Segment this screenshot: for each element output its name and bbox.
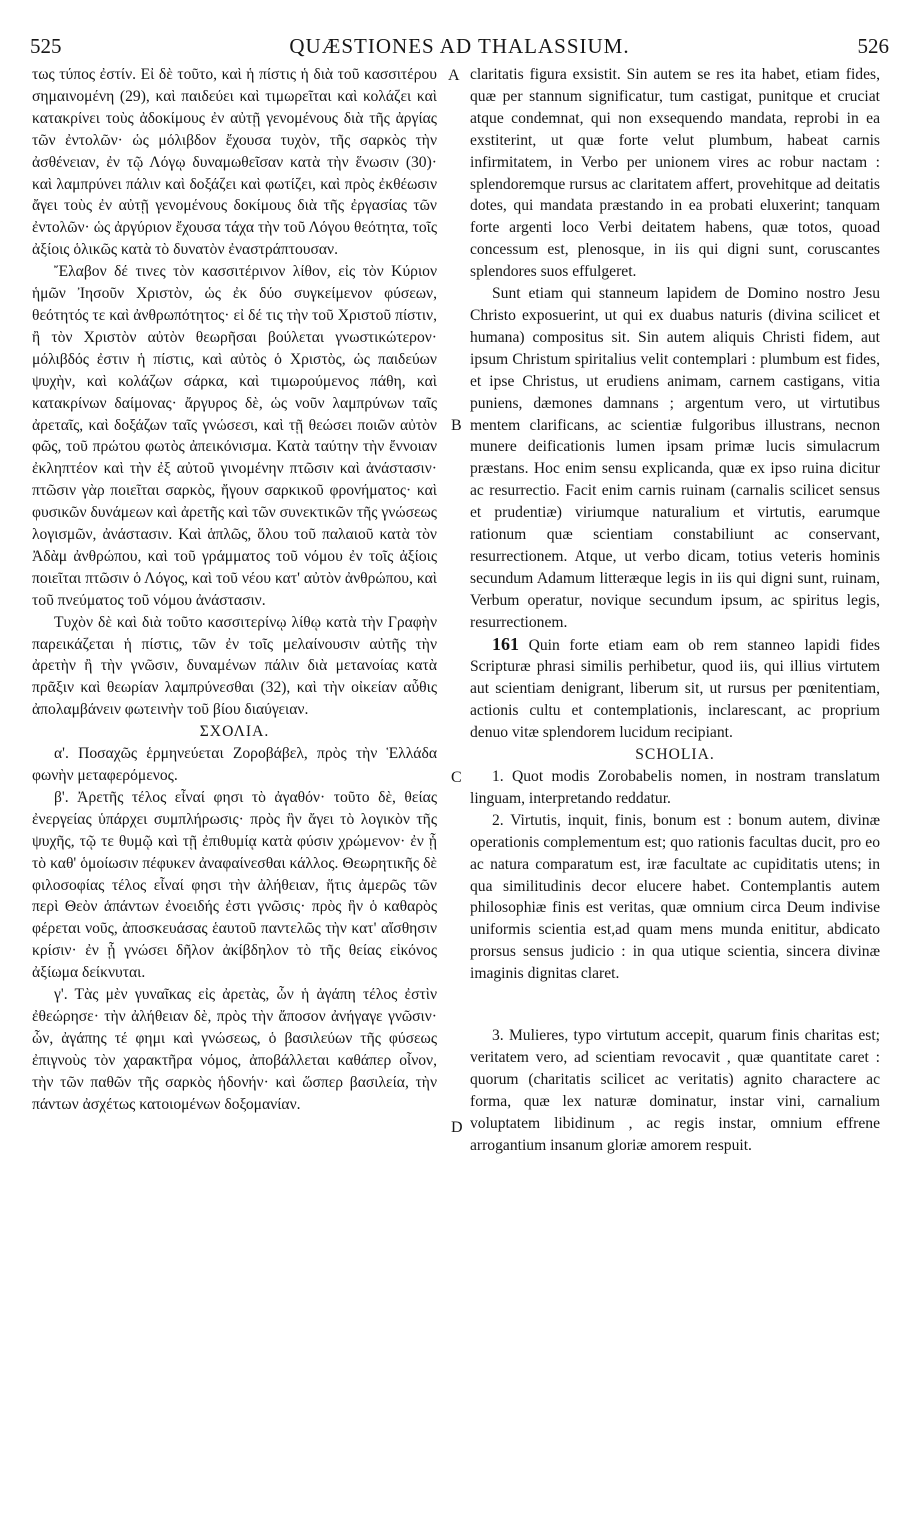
page-number-left: 525: [30, 34, 62, 58]
running-title: QUÆSTIONES AD THALASSIUM.: [289, 34, 630, 58]
latin-paragraph-3: [470, 634, 880, 745]
greek-column: [32, 64, 437, 1116]
greek-paragraph-2: Ἔλαβον δέ τινες τὸν κασσιτέρινον λίθον, εἰς τὸν Κύριον ἡμῶν Ἰησοῦν Χριστὸν, ὡς ἐκ δύο συγκείμενον φύσεων, θεότητός τε καὶ ἀνθρωπότητος· εἰ δέ τις τὴν τοῦ Χριστοῦ πίστιν, ἢ τὸν Χριστὸν αὐτὸν θεωρῆσαι βούλεται γνωστικώτερον· μόλιβδός ἐστιν ἡ πίστις, καὶ αὐτὸς ὁ Χριστὸς, ὡς παιδεύων ψυχὴν, καὶ κολάζων σάρκα, καὶ τιμωρούμενος πάθη, καὶ κατακρίνων δαίμονας· ἄργυρος δὲ, ὡς νοῦν λαμπρύνων ταῖς ἀρεταῖς, καὶ δοξάζων ταῖς γνώσεσι, καὶ τῇ θεώσει ποιῶν αὐτὸν φῶς, τοῦ πρώτου φωτὸς ἀπεικόνισμα. Κατὰ ταύτην τὴν ἔννοιαν ἐκληπτέον καὶ τὴν ἐξ αὐτοῦ γινομένην πτῶσιν καὶ ἀνάστασιν· πτῶσιν γὰρ ποιεῖται σαρκὸς, ἤγουν σαρκικοῦ φρονήματος· καὶ φυσικῶν δυνάμεων καὶ ἀρετῆς καὶ τῶν συνεκτικῶν τῆς γνώσεως λογισμῶν, ἀνάστασιν. Καὶ ἁπλῶς, ὅλου τοῦ παλαιοῦ κατὰ τὸν Ἀδὰμ ἀνθρώπου, καὶ τοῦ γράμματος τοῦ νόμου ἐν τοῖς ἀξίοις ποιεῖται πτῶσιν ὁ Λόγος, καὶ τοῦ νέου κατ' αὐτὸν ἀνθρώπου, καὶ τοῦ πνεύματος τοῦ νόμου ἀνάστασιν.: [32, 263, 437, 609]
column-number: 161: [492, 633, 519, 654]
margin-letter-b: B: [451, 417, 462, 434]
greek-paragraph-3: Τυχὸν δὲ καὶ διὰ τοῦτο κασσιτερίνῳ λίθῳ κατὰ τὴν Γραφὴν παρεικάζεται ἡ πίστις, τῶν ἐν τοῖς μελαίνουσιν αὐτῆς τὴν ἀρετὴν ἢ τὴν γνῶσιν, δυναμένων πάλιν διὰ μετανοίας κατὰ πρᾶξιν καὶ θεωρίαν λαμπρύνεσθαι (32), καὶ τὴν οἰκείαν αὖθις ἀπολαμβάνειν φωτεινὴν τοῦ βίου διαύγειαν.: [32, 613, 437, 719]
greek-scholion-3: γ'. Τὰς μὲν γυναῖκας εἰς ἀρετὰς, ὧν ἡ ἀγάπη τέλος ἐστὶν ἐθεώρησε· τὴν ἀλήθειαν δὲ, πρὸς τὴν ἄποσον ἀνήγαγε γνῶσιν· ὧν, ἀγάπης τέ φημι καὶ γνώσεως, ὁ βασιλεύων τῆς φύσεως ἐπιγνοὺς τὸν χαρακτῆρα νόμος, ἀποβάλλεται καθάπερ οἶνον, τὴν τῶν παθῶν τῆς σαρκὸς ἡδονήν· καὶ ὥσπερ βασιλεία, τὴν πάντων ἀσχέτως κατοιομένων δοξομανίαν.: [32, 986, 437, 1113]
latin-scholion-3: 3. Mulieres, typo virtutum accepit, quarum finis charitas est; veritatem vero, ad scientiam revocavit , quæ quantitate caret : quorum (charitatis scilicet ac veritatis) agnito charactere ac forma, quæ lex naturæ dominatur, instar vini, carnalium voluptatem libidinum , ac regis instar, omnium effrene arrogantium insanum gloriæ amorem respuit.: [470, 1027, 880, 1154]
latin-paragraph-3-text: Quin forte etiam eam ob rem stanneo lapidi fides Scripturæ phrasi similis perhibetur, quod iis, qui illius virtutem aut scientiam denigrant, liberum sit, ut rursus per pœnitentiam, actionis cultu et contemplationis, inclarescant, ac proprium denuo vitæ splendorem lucidum recipiant.: [470, 636, 880, 742]
margin-letter-c: C: [451, 769, 462, 786]
latin-paragraph-2: Sunt etiam qui stanneum lapidem de Domino nostro Jesu Christo exposuerint, ut qui ex duabus naturis (divina scilicet et humana) compositus sit. Sin autem aliquis Christi fidem, aut ipsum Christum spiritalius velit contemplari : plumbum est fides, et ipse Christus, ut erudiens animam, carnem castigans, vitia puniens, dæmones damnans ; argentum vero, ut virtutibus mentem clarificans, ac scientiæ fulgoribus illustrans, necnon munere deificationis lumen ipsam primæ lucis simulacrum præstans. Hoc enim sensu explicanda, quæ ex ipso ruina dicitur ac resurrectio. Facit enim carnis ruinam (carnalis scilicet sensus et prudentiæ) viriumque naturalium et virtutis, earumque rationum quæ scientiam constabiliunt ac conservant, resurrectionem. Atque, ut verbo dicam, totius veteris hominis secundum Adamum litteræque legis in iis qui digni sunt, ruinam, Verbum operatur, novique secundum ipsum, ac spiritus legis, resurrectionem.: [470, 285, 880, 631]
latin-scholion-2: 2. Virtutis, inquit, finis, bonum est : bonum autem, divinæ operationis complementum est; quo rationis facultas ducit, pro eo ac natura comparatum est, iræ facultate ac cupiditatis utens; in qua similitudinis decor elucere habet. Contemplantis autem philosophiæ finis est veritas, quæ omnium circa Deum indivise uniformis scientia est,ad quam mens munda enititur, abdicato prorsus sensus judicio : in qua utique scientia, sincera divinæ imaginis dignitas claret.: [470, 811, 880, 983]
greek-scholia-title: ΣΧΟΛΙΑ.: [199, 723, 270, 741]
greek-paragraph-1: τως τύπος ἐστίν. Εἰ δὲ τοῦτο, καὶ ἡ πίστις ἡ διὰ τοῦ κασσιτέρου σημαινομένη (29), καὶ παιδεύει καὶ τιμωρεῖται καὶ κολάζει καὶ κατακρίνει τοὺς ἀδοκίμους ἐν αὐτῇ γενομένους διὰ τῆς ἀργίας τῶν ἐντολῶν· ὡς μόλιβδον ἔχουσα τυχὸν, τῆς σαρκὸς τὴν ἀσθένειαν, ἐν τῷ Λόγῳ δυναμωθεῖσαν κατὰ τὴν ἕνωσιν (30)· καὶ λαμπρύνει πάλιν καὶ δοξάζει καὶ φωτίζει, καὶ πρὸς ἐκθέωσιν ἄγει τοὺς ἐν αὐτῇ γενομένους δοκίμους διὰ τῆς ἐργασίας τῶν ἐντολῶν· ὡς ἀργύριον ἔχουσα τάχα τὴν τοῦ Λόγου θεότητα, τοῖς ἀξίοις ὁλικῶς κατὰ τὸ δυνατὸν ἐναστράπτουσαν.: [32, 66, 437, 259]
greek-scholion-2: β'. Ἀρετῆς τέλος εἶναί φησι τὸ ἀγαθόν· τοῦτο δὲ, θείας ἐνεργείας ὑπάρχει συμπλήρωσις· πρὸς ἣν ἄγει τὸ λογικὸν τῆς ψυχῆς, τῷ τε θυμῷ καὶ τῇ ἐπιθυμίᾳ κατὰ φύσιν χρώμενον· ἐν ᾗ τὸ καθ' ὁμοίωσιν πέφυκεν ἀναφαίνεσθαι κάλλος. Θεωρητικῆς δὲ φιλοσοφίας τέλος εἶναί φησι τὴν ἀλήθειαν, ἥτις ἀμερῶς τῶν περὶ Θεὸν ἁπάντων ἐνοειδής ἐστι γνῶσις· πρὸς ἣν ὁ καθαρὸς φέρεται νοῦς, ἀποσκευάσας ἑαυτοῦ παντελῶς τὴν κατ' αἴσθησιν κρίσιν· ἐν ᾗ γνώσει δῆλον ἀκίβδηλον τὸ τῆς θείας εἰκόνος ἀξίωμα δείκνυται.: [32, 788, 437, 982]
latin-column: [470, 64, 880, 1157]
scholia-spacer: [470, 985, 880, 1025]
margin-letter-a: A: [448, 67, 460, 84]
margin-letter-d: D: [451, 1119, 463, 1136]
latin-paragraph-1: claritatis figura exsistit. Sin autem se res ita habet, etiam fides, quæ per stannum significatur, tum castigat, punitque et cruciat atque condemnat, qui non exsequendo mandata, reprobi in ea exstiterint, ut quæ forte velut plumbum, habeat carnis infirmitatem, in Verbo per unionem vires ac robur nactam : splendoremque rursus ac claritatem affert, provehitque ad deitatis dotes, qui mandata præstando in ea probati eluxerint; tanquam forte argenti loco Verbi deitatem habens, quæ totos, quoad concessum est, plenosque, in iis qui digni sunt, coruscantes splendores suos effulgeret.: [470, 66, 880, 281]
page-number-right: 526: [857, 34, 889, 58]
greek-scholion-1: α'. Ποσαχῶς ἑρμηνεύεται Ζοροβάβελ, πρὸς τὴν Ἑλλάδα φωνὴν μεταφερόμενος.: [32, 745, 437, 784]
latin-scholia-title: SCHOLIA.: [635, 746, 715, 764]
latin-scholion-1: 1. Quot modis Zorobabelis nomen, in nostram translatum linguam, interpretando reddatur.: [470, 768, 880, 807]
